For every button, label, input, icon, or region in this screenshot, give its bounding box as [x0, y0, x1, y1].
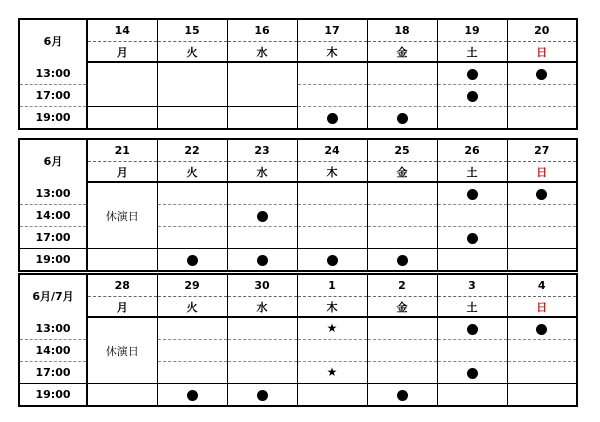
mark-cell: [157, 249, 227, 272]
weekday-cell: 金: [367, 297, 437, 318]
mark-cell: [507, 340, 577, 362]
weekday-cell: 土: [437, 42, 507, 63]
mark-cell: [507, 107, 577, 130]
month-label: 6月: [19, 139, 87, 182]
weekday-cell: 水: [227, 162, 297, 183]
mark-cell: [227, 340, 297, 362]
mark-cell: [437, 85, 507, 107]
performance-dot-icon: [467, 233, 478, 244]
week-block-1: [18, 18, 578, 130]
mark-cell: [227, 205, 297, 227]
time-label: 14:00: [19, 205, 87, 227]
mark-cell: [297, 384, 367, 407]
mark-cell: [437, 62, 507, 85]
weekday-cell-sunday: 日: [507, 162, 577, 183]
mark-cell: [157, 205, 227, 227]
mark-cell: [157, 362, 227, 384]
weekday-cell-sunday: 日: [507, 42, 577, 63]
weekday-cell: 土: [437, 162, 507, 183]
weekday-cell: 木: [297, 297, 367, 318]
mark-cell: [157, 384, 227, 407]
time-row: [19, 384, 577, 407]
mark-cell: [87, 249, 157, 272]
performance-dot-icon: [536, 324, 547, 335]
weekday-cell: 月: [87, 42, 157, 63]
week-block-3: [18, 273, 578, 407]
date-cell: 1: [297, 274, 367, 297]
mark-cell: [437, 317, 507, 340]
performance-dot-icon: [467, 69, 478, 80]
mark-cell: [87, 107, 157, 130]
performance-dot-icon: [327, 113, 338, 124]
weekday-cell: 金: [367, 42, 437, 63]
mark-cell: [367, 362, 437, 384]
weekday-cell: 月: [87, 162, 157, 183]
mark-cell: [297, 182, 367, 205]
month-label: 6月/7月: [19, 274, 87, 317]
mark-cell: [437, 249, 507, 272]
mark-cell: [507, 362, 577, 384]
mark-cell: [437, 362, 507, 384]
mark-cell: [437, 107, 507, 130]
performance-dot-icon: [257, 255, 268, 266]
date-cell: 23: [227, 139, 297, 162]
time-row: [19, 182, 577, 205]
mark-cell: [507, 85, 577, 107]
performance-dot-icon: [467, 324, 478, 335]
date-cell: 18: [367, 19, 437, 42]
mark-cell: [157, 182, 227, 205]
mark-cell: [297, 107, 367, 130]
mark-cell: [507, 227, 577, 249]
date-cell: 17: [297, 19, 367, 42]
date-cell: 4: [507, 274, 577, 297]
mark-cell: [367, 249, 437, 272]
time-label: 17:00: [19, 227, 87, 249]
mark-cell: [227, 227, 297, 249]
performance-dot-icon: [467, 189, 478, 200]
mark-cell: [367, 340, 437, 362]
mark-cell: [507, 249, 577, 272]
date-cell: 29: [157, 274, 227, 297]
mark-cell: [297, 249, 367, 272]
mark-cell: [157, 62, 227, 107]
holiday-label: 休演日: [87, 182, 157, 249]
mark-cell: [297, 85, 367, 107]
mark-cell: [157, 227, 227, 249]
mark-cell: [297, 227, 367, 249]
weekday-cell: 火: [157, 162, 227, 183]
mark-cell: [367, 85, 437, 107]
mark-cell: [227, 362, 297, 384]
time-label: 13:00: [19, 182, 87, 205]
mark-cell: [507, 205, 577, 227]
performance-dot-icon: [397, 390, 408, 401]
mark-cell: [297, 317, 367, 340]
date-cell: 16: [227, 19, 297, 42]
mark-cell: [227, 384, 297, 407]
performance-dot-icon: [397, 113, 408, 124]
date-cell: 19: [437, 19, 507, 42]
performance-dot-icon: [397, 255, 408, 266]
date-row: [19, 19, 577, 42]
weekday-cell: 水: [227, 42, 297, 63]
date-cell: 2: [367, 274, 437, 297]
date-cell: 15: [157, 19, 227, 42]
mark-cell: [507, 317, 577, 340]
time-label: 19:00: [19, 249, 87, 272]
performance-dot-icon: [536, 69, 547, 80]
weekday-cell: 月: [87, 297, 157, 318]
time-row: [19, 317, 577, 340]
performance-star-icon: ★: [326, 365, 338, 379]
mark-cell: [437, 384, 507, 407]
weekday-cell: 火: [157, 42, 227, 63]
mark-cell: [227, 182, 297, 205]
mark-cell: [227, 107, 297, 130]
mark-cell: [87, 384, 157, 407]
week-block-2: [18, 138, 578, 272]
performance-dot-icon: [257, 390, 268, 401]
mark-cell: [87, 62, 157, 107]
mark-cell: [157, 107, 227, 130]
date-cell: 24: [297, 139, 367, 162]
date-cell: 26: [437, 139, 507, 162]
performance-dot-icon: [536, 189, 547, 200]
mark-cell: [437, 227, 507, 249]
date-cell: 3: [437, 274, 507, 297]
time-label: 19:00: [19, 384, 87, 407]
holiday-label: 休演日: [87, 317, 157, 384]
weekday-row: [19, 42, 577, 63]
weekday-cell: 木: [297, 162, 367, 183]
weekday-cell: 金: [367, 162, 437, 183]
performance-dot-icon: [467, 91, 478, 102]
date-cell: 14: [87, 19, 157, 42]
weekday-cell: 木: [297, 42, 367, 63]
mark-cell: [227, 249, 297, 272]
performance-dot-icon: [257, 211, 268, 222]
time-label: 14:00: [19, 340, 87, 362]
mark-cell: [297, 340, 367, 362]
schedule-table-week-2: [18, 138, 578, 272]
time-row: [19, 107, 577, 130]
schedule-table-week-1: [18, 18, 578, 130]
performance-dot-icon: [187, 255, 198, 266]
weekday-row: [19, 162, 577, 183]
performance-dot-icon: [187, 390, 198, 401]
mark-cell: [367, 62, 437, 85]
mark-cell: [297, 205, 367, 227]
time-row: [19, 62, 577, 85]
month-label: 6月: [19, 19, 87, 62]
weekday-row: [19, 297, 577, 318]
date-cell: 27: [507, 139, 577, 162]
weekday-cell: 火: [157, 297, 227, 318]
mark-cell: [507, 182, 577, 205]
mark-cell: [437, 182, 507, 205]
schedule-table-week-3: [18, 273, 578, 407]
date-cell: 28: [87, 274, 157, 297]
time-label: 17:00: [19, 85, 87, 107]
mark-cell: [297, 62, 367, 85]
mark-cell: [367, 107, 437, 130]
date-row: [19, 274, 577, 297]
time-label: 19:00: [19, 107, 87, 130]
weekday-cell-sunday: 日: [507, 297, 577, 318]
weekday-cell: 土: [437, 297, 507, 318]
performance-star-icon: ★: [326, 321, 338, 335]
mark-cell: [437, 340, 507, 362]
time-label: 13:00: [19, 62, 87, 85]
performance-dot-icon: [467, 368, 478, 379]
mark-cell: [367, 317, 437, 340]
mark-cell: [157, 317, 227, 340]
mark-cell: [297, 362, 367, 384]
mark-cell: [227, 317, 297, 340]
mark-cell: [367, 227, 437, 249]
weekday-cell: 水: [227, 297, 297, 318]
mark-cell: [507, 62, 577, 85]
mark-cell: [227, 62, 297, 107]
performance-dot-icon: [327, 255, 338, 266]
mark-cell: [367, 384, 437, 407]
time-row: [19, 249, 577, 272]
time-label: 17:00: [19, 362, 87, 384]
mark-cell: [367, 205, 437, 227]
mark-cell: [157, 340, 227, 362]
date-cell: 30: [227, 274, 297, 297]
mark-cell: [367, 182, 437, 205]
mark-cell: [507, 384, 577, 407]
date-cell: 21: [87, 139, 157, 162]
time-label: 13:00: [19, 317, 87, 340]
date-row: [19, 139, 577, 162]
date-cell: 22: [157, 139, 227, 162]
date-cell: 25: [367, 139, 437, 162]
date-cell: 20: [507, 19, 577, 42]
mark-cell: [437, 205, 507, 227]
